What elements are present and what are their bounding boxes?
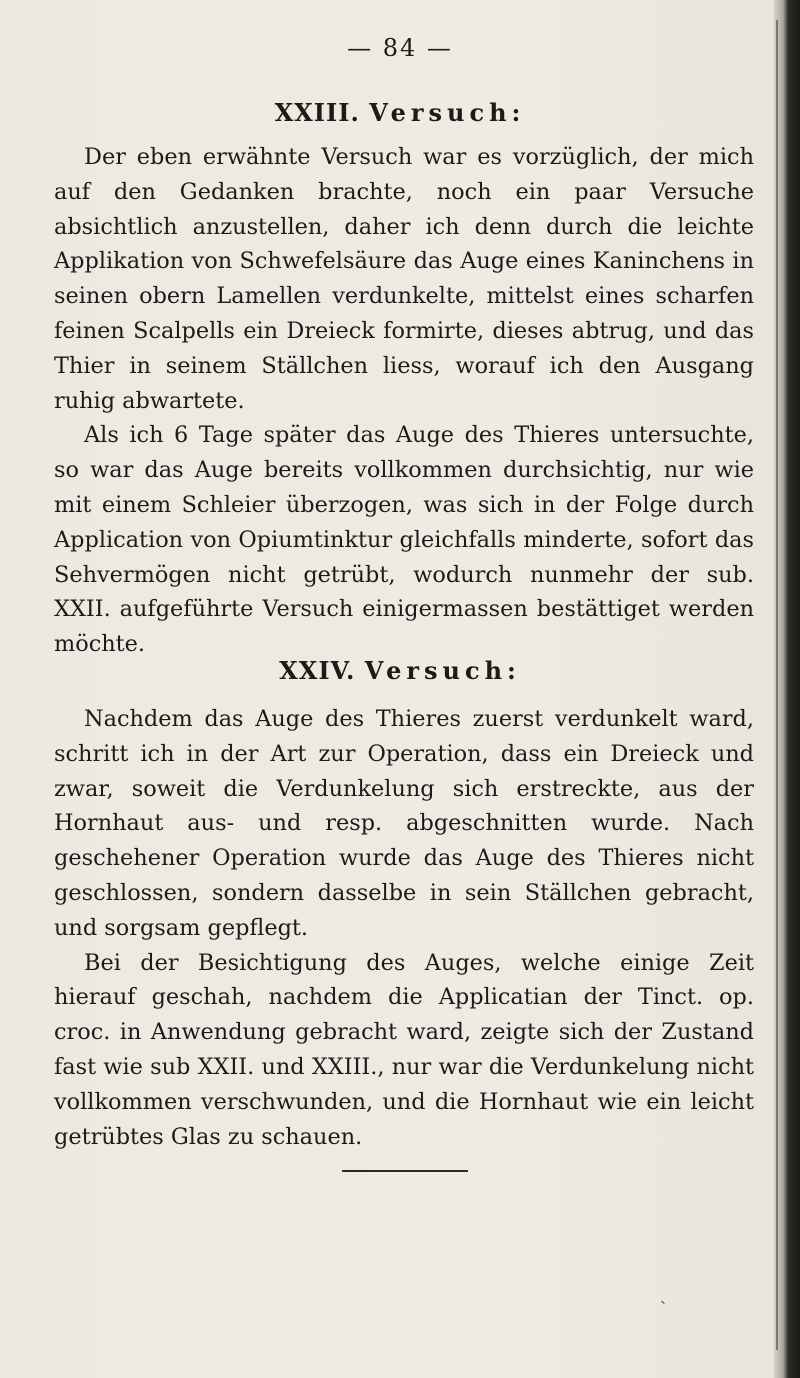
- paragraph: Als ich 6 Tage später das Auge des Thieres untersuchte, so war das Auge bereits vollkommen durchsichtig, nur wie mit einem Schleier überzogen, was sich in der Folge durch Application von Opiumtinktur gleichfalls minderte, sofort das Sehvermögen nicht getrübt, wodurch nunmehr der sub. XXII. aufgeführte Versuch einigermassen bestättiget werden möchte.: [54, 422, 754, 658]
- paragraph: Nachdem das Auge des Thieres zuerst verdunkelt ward, schritt ich in der Art zur Operation, dass ein Dreieck und zwar, soweit die Verdunkelung sich erstreckte, aus der Hornhaut aus- und resp. abgeschnitten wurde. Nach geschehener Operation wurde das Auge des Thieres nicht geschlossen, sondern dasselbe in sein Ställchen gebracht, und sorgsam gepflegt.: [54, 706, 754, 941]
- section-body-xxiv: [54, 702, 754, 1154]
- section-number: XXIII.: [274, 98, 360, 127]
- section-number: XXIV.: [279, 656, 356, 685]
- paragraph: Der eben erwähnte Versuch war es vorzüglich, der mich auf den Gedanken brachte, noch ein paar Versuche absichtlich anzustellen, daher ich denn durch die leichte Applikation von Schwefelsäure das Auge eines Kaninchens in seinen obern Lamellen verdunkelte, mittelst eines scharfen feinen Scalpells ein Dreieck formirte, dieses abtrug, und das Thier in seinem Ställchen liess, worauf ich den Ausgang ruhig abwartete.: [54, 144, 754, 414]
- section-body-xxiii: [54, 140, 754, 662]
- section-heading-xxiv: [0, 656, 800, 685]
- binding-edge: [776, 20, 778, 1350]
- paragraph: Bei der Besichtigung des Auges, welche einige Zeit hierauf geschah, nachdem die Applicatian der Tinct. op. croc. in Anwendung gebracht ward, zeigte sich der Zustand fast wie sub XXII. und XXIII., nur war die Verdunkelung nicht vollkommen verschwunden, und die Hornhaut wie ein leicht getrübtes Glas zu schauen.: [54, 949, 754, 1150]
- section-title-word: Versuch:: [364, 656, 521, 685]
- section-heading-xxiii: [0, 98, 800, 127]
- page-number-header: — 84 —: [347, 34, 453, 62]
- ink-speck: ˏ: [660, 1284, 666, 1305]
- section-title-word: Versuch:: [369, 98, 526, 127]
- section-end-rule: [342, 1170, 468, 1172]
